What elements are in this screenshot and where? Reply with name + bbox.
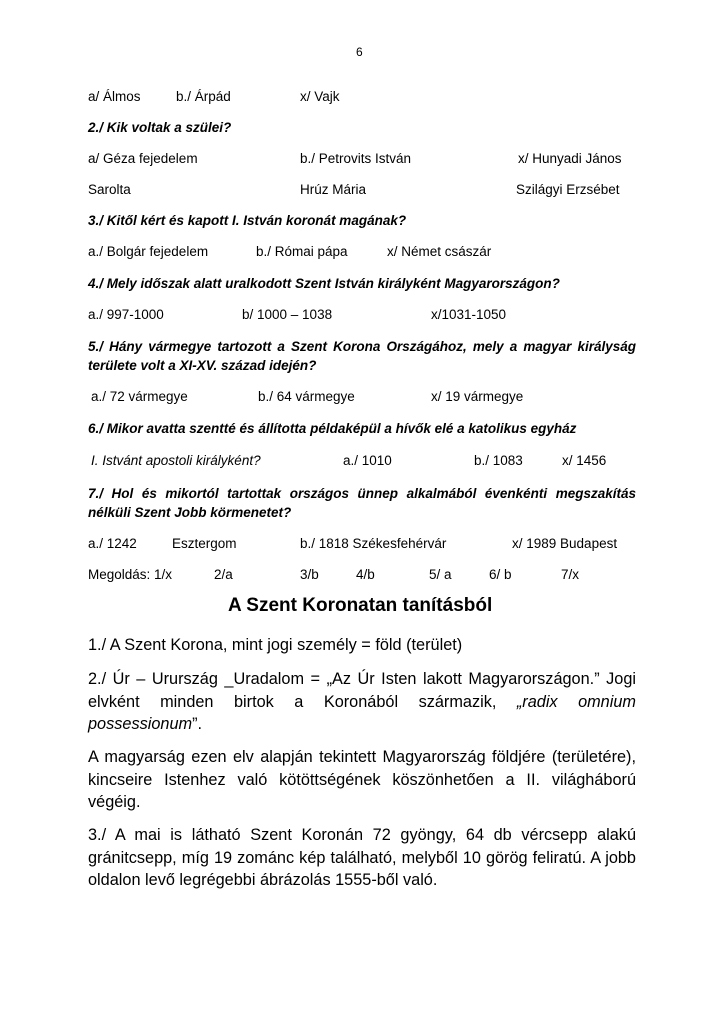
q1-option-b: b./ Árpád xyxy=(176,89,231,104)
q2-option-a-second: Sarolta xyxy=(88,182,131,197)
q7-question: 7./ Hol és mikortól tartottak országos ünnep alkalmából évenkénti megszakítás nélküli Szent Jobb körmenetet? xyxy=(88,486,636,520)
paragraph-2-end: ”. xyxy=(192,715,203,733)
solution-answer-3: 3/b xyxy=(300,567,319,582)
q7-option-a-place: Esztergom xyxy=(172,536,237,551)
q2-option-x: x/ Hunyadi János xyxy=(518,151,622,166)
q7-option-b: b./ 1818 Székesfehérvár xyxy=(300,536,447,551)
q2-option-a: a/ Géza fejedelem xyxy=(88,151,198,166)
solution-answer-6: 6/ b xyxy=(489,567,512,582)
q3-question: 3./ Kitől kért és kapott I. István koronát magának? xyxy=(88,213,407,228)
solution-answer-4: 4/b xyxy=(356,567,375,582)
page-number: 6 xyxy=(356,45,363,59)
q2-question: 2./ Kik voltak a szülei? xyxy=(88,120,232,135)
section-title: A Szent Koronatan tanításból xyxy=(228,595,493,616)
q4-question: 4./ Mely időszak alatt uralkodott Szent István királyként Magyarországon? xyxy=(88,276,560,291)
q6-option-x: x/ 1456 xyxy=(562,453,607,468)
paragraph-3 xyxy=(88,746,636,814)
q2-option-x-second: Szilágyi Erzsébet xyxy=(516,182,620,197)
paragraph-2-main: 2./ Úr – Ururszág _Uradalom = „Az Úr Isten lakott Magyarországon.” Jogi elvként minden birtok a Koronából származik, xyxy=(88,670,636,711)
q5-question: 5./ Hány vármegye tartozott a Szent Korona Országához, mely a magyar királyság területe volt a XI-XV. század idején? xyxy=(88,339,636,373)
paragraph-4-text: 3./ A mai is látható Szent Koronán 72 gyöngy, 64 db vércsepp alakú gránitcsepp, míg 19 zománc kép található, melyből 10 görög feliratú. A jobb oldalon levő legrégebbi ábrázolás 1555-ből való. xyxy=(88,826,636,889)
solution-answer-5: 5/ a xyxy=(429,567,452,582)
paragraph-1 xyxy=(88,634,636,657)
q2-option-b-second: Hrúz Mária xyxy=(300,182,367,197)
paragraph-1-text: 1./ A Szent Korona, mint jogi személy = föld (terület) xyxy=(88,636,463,654)
paragraph-2-latin: „radix omnium possessionum xyxy=(88,692,636,733)
paragraph-2 xyxy=(88,668,636,736)
q4-option-a: a./ 997-1000 xyxy=(88,307,164,322)
q6-question: 6./ Mikor avatta szentté és állította példaképül a hívők elé a katolikus egyház xyxy=(88,421,577,436)
q1-option-x: x/ Vajk xyxy=(300,89,340,104)
q4-option-x: x/1031-1050 xyxy=(431,307,507,322)
paragraph-3-text: A magyarság ezen elv alapján tekintett Magyarország földjére (területére), kincseire Istenhez való kötöttségének köszönhetően a II. világháború végéig. xyxy=(88,748,636,811)
solution-answer-7: 7/x xyxy=(561,567,580,582)
q7-option-x: x/ 1989 Budapest xyxy=(512,536,618,551)
q6-subject: I. Istvánt apostoli királyként? xyxy=(91,453,261,468)
q2-option-b: b./ Petrovits István xyxy=(300,151,412,166)
q5-option-a: a./ 72 vármegye xyxy=(91,389,188,404)
q5-option-b: b./ 64 vármegye xyxy=(258,389,355,404)
q3-option-x: x/ Német császár xyxy=(387,244,492,259)
q7-option-a: a./ 1242 xyxy=(88,536,137,551)
q4-option-b: b/ 1000 – 1038 xyxy=(242,307,333,322)
q3-option-b: b./ Római pápa xyxy=(256,244,348,259)
paragraph-2-text xyxy=(88,668,636,736)
q6-option-a: a./ 1010 xyxy=(343,453,392,468)
q1-option-a: a/ Álmos xyxy=(88,89,141,104)
q6-option-b: b./ 1083 xyxy=(474,453,523,468)
paragraph-4 xyxy=(88,824,636,892)
q5-option-x: x/ 19 vármegye xyxy=(431,389,524,404)
solution-answer-2: 2/a xyxy=(214,567,233,582)
solution-label: Megoldás: 1/x xyxy=(88,567,173,582)
q3-option-a: a./ Bolgár fejedelem xyxy=(88,244,209,259)
